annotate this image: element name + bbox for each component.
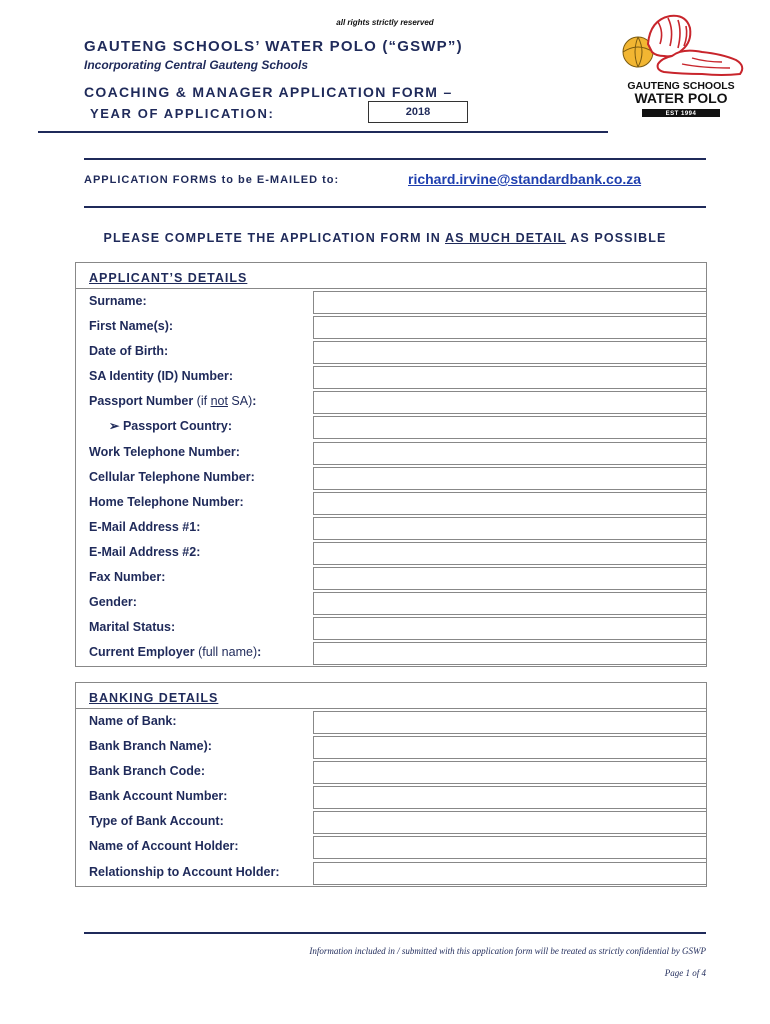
field-label: Work Telephone Number: [89, 444, 240, 459]
field-label: Date of Birth: [89, 344, 169, 359]
organisation-title: GAUTENG SCHOOLS’ WATER POLO (“GSWP”) [84, 38, 463, 55]
form-row [76, 640, 706, 665]
applicant-details-heading [76, 263, 706, 289]
form-row [76, 364, 706, 389]
email-instruction-label: APPLICATION FORMS to be E-MAILED to: [84, 174, 340, 186]
current-employer-field[interactable] [313, 642, 707, 665]
form-row [76, 784, 706, 809]
instruction-part-2: AS POSSIBLE [566, 231, 667, 245]
field-label: Cellular Telephone Number: [89, 469, 255, 484]
form-row [76, 414, 706, 439]
applicant-heading-text: APPLICANT’S DETAILS [89, 271, 248, 285]
passport-label-text: Passport Number [89, 394, 194, 409]
marital-status-field[interactable] [313, 617, 707, 640]
gender-field[interactable] [313, 592, 707, 615]
employer-note: (full name) [194, 645, 258, 660]
passport-note-b: SA) [227, 394, 253, 409]
field-label: Home Telephone Number: [89, 494, 244, 509]
banking-details-section [75, 682, 707, 887]
field-label: Bank Branch Code: [89, 764, 205, 779]
fax-number-field[interactable] [313, 567, 707, 590]
form-row [76, 389, 706, 414]
field-label: Bank Branch Name): [89, 739, 212, 754]
form-title: COACHING & MANAGER APPLICATION FORM – [84, 84, 453, 100]
form-row [76, 440, 706, 465]
surname-field[interactable] [313, 291, 707, 314]
form-row [76, 289, 706, 314]
gswp-lion-logo [612, 12, 750, 124]
passport-country-field[interactable] [313, 416, 707, 439]
form-row [76, 515, 706, 540]
email-1-field[interactable] [313, 517, 707, 540]
form-row [76, 590, 706, 615]
cellular-telephone-field[interactable] [313, 467, 707, 490]
completion-instruction [0, 231, 770, 245]
passport-country-text: Passport Country: [122, 419, 233, 434]
form-row [76, 615, 706, 640]
form-row [76, 339, 706, 364]
form-row [76, 540, 706, 565]
field-label: Fax Number: [89, 570, 166, 585]
passport-number-field[interactable] [313, 391, 707, 414]
banking-details-heading [76, 683, 706, 709]
applicant-details-section [75, 262, 707, 667]
form-row [76, 565, 706, 590]
bank-name-field[interactable] [313, 711, 707, 734]
account-number-field[interactable] [313, 786, 707, 809]
account-type-field[interactable] [313, 811, 707, 834]
organisation-subtitle: Incorporating Central Gauteng Schools [84, 58, 309, 72]
field-label: Name of Bank: [89, 714, 177, 728]
passport-label [89, 389, 256, 414]
form-row [76, 709, 706, 734]
passport-note-not: not [210, 394, 228, 409]
field-label: First Name(s): [89, 319, 174, 334]
branch-name-field[interactable] [313, 736, 707, 759]
branch-code-field[interactable] [313, 761, 707, 784]
employer-colon: : [257, 645, 262, 660]
page-number: Page 1 of 4 [664, 968, 706, 978]
header-divider [38, 131, 608, 133]
field-label: Bank Account Number: [89, 789, 228, 804]
passport-country-label [109, 414, 232, 439]
email-2-field[interactable] [313, 542, 707, 565]
first-names-field[interactable] [313, 316, 707, 339]
employer-label-text: Current Employer [89, 645, 195, 660]
account-holder-field[interactable] [313, 836, 707, 859]
year-field[interactable]: 2018 [368, 101, 468, 123]
passport-colon: : [252, 394, 257, 409]
field-label: Surname: [89, 294, 147, 308]
arrow-bullet-icon: ➢ [109, 419, 120, 434]
field-label: E-Mail Address #2: [89, 544, 201, 559]
field-label: Gender: [89, 595, 137, 610]
form-row [76, 834, 706, 859]
form-row [76, 314, 706, 339]
field-label: Marital Status: [89, 620, 176, 635]
email-address-link[interactable]: richard.irvine@standardbank.co.za [408, 171, 642, 187]
form-row [76, 759, 706, 784]
employer-label [89, 640, 261, 665]
home-telephone-field[interactable] [313, 492, 707, 515]
form-row [76, 465, 706, 490]
id-number-field[interactable] [313, 366, 707, 389]
holder-relationship-field[interactable] [313, 862, 707, 885]
logo-text-line2: WATER POLO [634, 90, 728, 106]
footer-divider [84, 932, 706, 934]
rights-notice: all rights strictly reserved [336, 18, 434, 27]
form-row [76, 734, 706, 759]
form-row [76, 490, 706, 515]
date-of-birth-field[interactable] [313, 341, 707, 364]
form-row [76, 860, 706, 885]
passport-note-a: (if [193, 394, 211, 409]
year-label: YEAR OF APPLICATION: [90, 106, 275, 121]
email-bottom-divider [84, 206, 706, 208]
field-label: Type of Bank Account: [89, 814, 224, 829]
email-top-divider [84, 158, 706, 160]
form-row [76, 809, 706, 834]
instruction-part-1: PLEASE COMPLETE THE APPLICATION FORM IN [103, 231, 445, 245]
confidentiality-notice: Information included in / submitted with this application form will be treated as strictly confidential by GSWP [309, 946, 706, 956]
field-label: Relationship to Account Holder: [89, 864, 280, 879]
field-label: SA Identity (ID) Number: [89, 369, 233, 384]
field-label: Name of Account Holder: [89, 839, 239, 854]
work-telephone-field[interactable] [313, 442, 707, 465]
instruction-emphasis: AS MUCH DETAIL [445, 231, 567, 245]
banking-heading-text: BANKING DETAILS [89, 691, 219, 705]
logo-est: EST 1994 [665, 111, 697, 117]
field-label: E-Mail Address #1: [89, 519, 201, 534]
logo-text-line1: GAUTENG SCHOOLS [627, 80, 735, 92]
